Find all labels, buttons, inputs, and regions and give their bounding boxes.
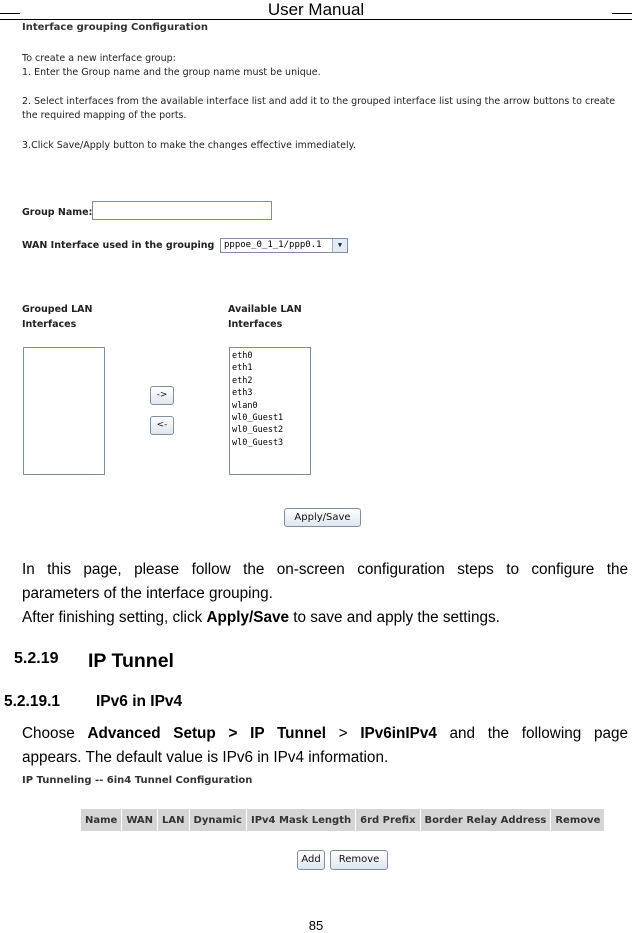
list-item[interactable]: eth0 (232, 351, 253, 361)
group-name-input[interactable] (92, 201, 272, 220)
paragraph-3-mid: > (338, 725, 361, 742)
intro-text: To create a new interface group: (22, 53, 176, 64)
paragraph-3-pre: Choose (22, 725, 88, 742)
available-lan-label-line1: Available LAN (228, 304, 302, 315)
interface-grouping-screenshot (18, 20, 614, 532)
group-name-label: Group Name: (22, 207, 93, 218)
chevron-down-icon[interactable]: ▼ (332, 239, 347, 252)
apply-save-reference: Apply/Save (206, 609, 289, 626)
paragraph-1-line1: In this page, please follow the on-screen configuration steps to configure the (22, 561, 628, 578)
wan-interface-label: WAN Interface used in the grouping (22, 240, 215, 251)
column-header-ipv4-mask-length: IPv4 Mask Length (246, 809, 355, 832)
page-header-title: User Manual (267, 0, 365, 19)
wan-interface-selected-value: pppoe_0_1_1/ppp0.1 (224, 240, 322, 250)
grouped-lan-label-line1: Grouped LAN (22, 304, 93, 315)
step-2-text-line2: the required mapping of the ports. (22, 110, 187, 121)
paragraph-2-pre: After finishing setting, click (22, 609, 207, 626)
wan-interface-select[interactable] (220, 238, 348, 253)
column-header-border-relay-address: Border Relay Address (420, 809, 551, 832)
table-header-row (81, 809, 605, 832)
column-header-dynamic: Dynamic (189, 809, 246, 832)
grouped-interfaces-listbox[interactable] (23, 347, 105, 475)
section-title: IP Tunnel (88, 650, 174, 672)
column-header-wan: WAN (122, 809, 158, 832)
paragraph-1-line2: parameters of the interface grouping. (22, 585, 273, 602)
paragraph-3-line1 (22, 725, 628, 743)
column-header-lan: LAN (158, 809, 189, 832)
add-interface-arrow-button[interactable]: -> (150, 386, 174, 405)
step-1-text: 1. Enter the Group name and the group name must be unique. (22, 67, 321, 78)
paragraph-3-line2: appears. The default value is IPv6 in IPv4 information. (22, 749, 389, 766)
section-number: 5.2.19 (14, 650, 59, 667)
grouped-lan-label-line2: Interfaces (22, 319, 77, 330)
column-header-remove: Remove (551, 809, 605, 832)
list-item[interactable]: wl0_Guest2 (232, 425, 284, 436)
menu-path-bold: Advanced Setup > IP Tunnel (87, 725, 326, 742)
remove-button[interactable]: Remove (330, 850, 388, 870)
list-item[interactable]: wl0_Guest1 (232, 413, 284, 424)
list-item[interactable]: eth2 (232, 375, 253, 386)
tunnel-table (80, 808, 605, 832)
subsection-number: 5.2.19.1 (4, 693, 61, 710)
ipv6inipv4-bold: IPv6inIPv4 (360, 725, 437, 742)
header-rule-right (612, 13, 632, 14)
available-interfaces-listbox[interactable] (229, 347, 311, 475)
column-header-name: Name (81, 809, 122, 832)
interface-grouping-title: Interface grouping Configuration (22, 22, 208, 33)
remove-interface-arrow-button[interactable]: <- (150, 416, 174, 435)
list-item[interactable]: wl0_Guest3 (232, 437, 284, 448)
subsection-title: IPv6 in IPv4 (96, 693, 183, 710)
step-3-text: 3.Click Save/Apply button to make the changes effective immediately. (22, 140, 356, 151)
header-rule-left (0, 13, 20, 14)
paragraph-3-post: and the following page (449, 725, 628, 742)
step-2-text-line1: 2. Select interfaces from the available interface list and add it to the grouped interface list using the arrow buttons to create (22, 96, 616, 107)
ip-tunnel-screenshot (18, 773, 614, 878)
list-item[interactable]: eth3 (232, 388, 253, 399)
add-button[interactable]: Add (297, 850, 325, 870)
page-number: 85 (308, 918, 324, 933)
list-item[interactable]: wlan0 (232, 400, 258, 411)
paragraph-2-post: to save and apply the settings. (288, 609, 500, 626)
list-item[interactable]: eth1 (232, 363, 253, 374)
paragraph-2 (22, 609, 628, 627)
column-header-6rd-prefix: 6rd Prefix (356, 809, 420, 832)
apply-save-button[interactable]: Apply/Save (284, 508, 361, 527)
ip-tunnel-title: IP Tunneling -- 6in4 Tunnel Configuration (22, 775, 253, 786)
available-lan-label-line2: Interfaces (228, 319, 283, 330)
